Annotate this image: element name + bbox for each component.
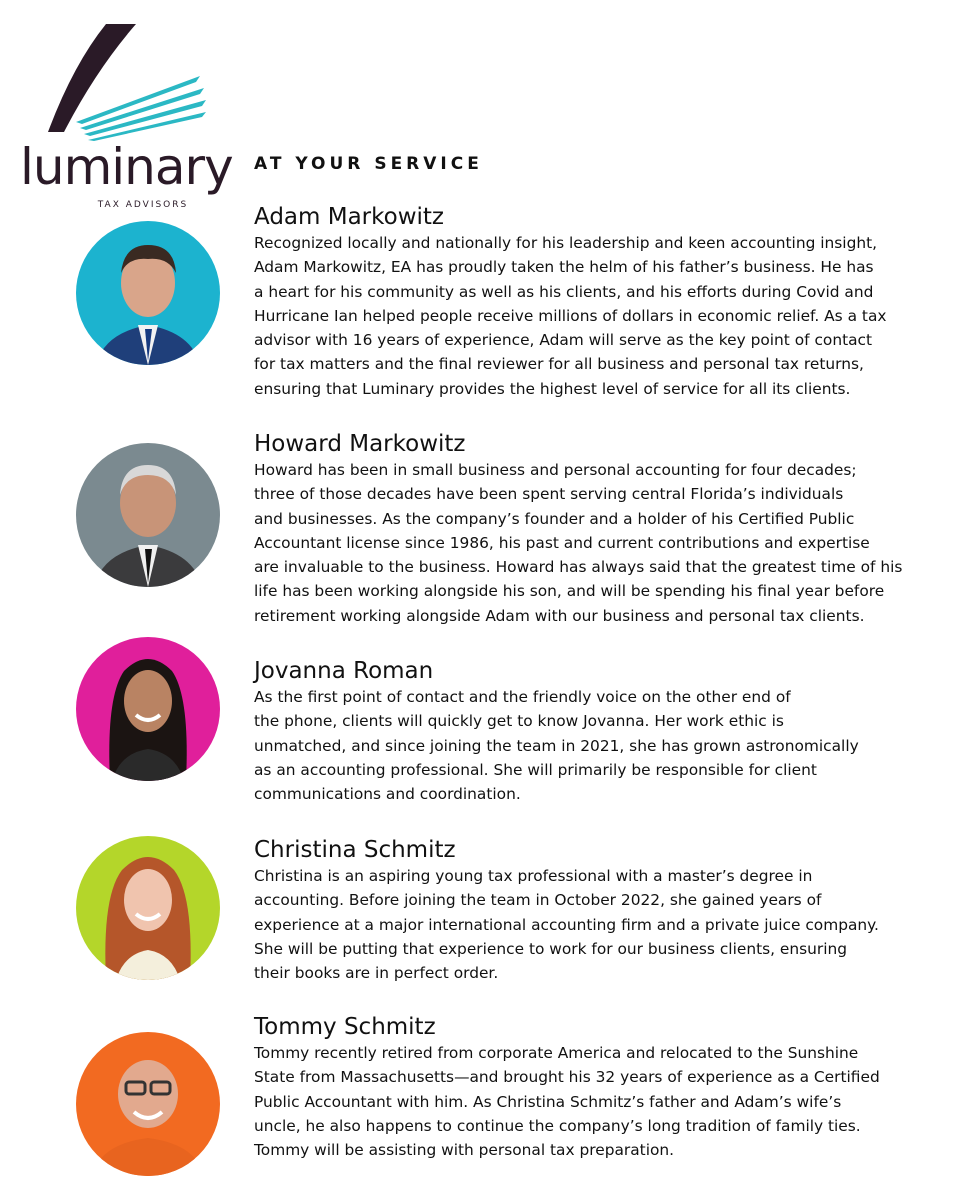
avatar <box>76 836 220 980</box>
bio-line: uncle, he also happens to continue the company’s long tradition of family ties. <box>254 1116 861 1135</box>
bio-line: accounting. Before joining the team in October 2022, she gained years of <box>254 891 822 910</box>
bio-line: State from Massachusetts—and brought his 32 years of experience as a Certified <box>254 1068 880 1087</box>
avatar <box>76 1032 220 1176</box>
bio-line: Recognized locally and nationally for his leadership and keen accounting insight, <box>254 234 878 252</box>
bio-line: She will be putting that experience to work for our business clients, ensuring <box>254 939 848 958</box>
bio-line: As the first point of contact and the friendly voice on the other end of <box>254 688 791 706</box>
bio-line: life has been working alongside his son, and will be spending his final year before <box>254 582 885 601</box>
bio-line: for tax matters and the final reviewer for all business and personal tax returns, <box>254 355 864 374</box>
brand-tagline: TAX ADVISORS <box>97 200 189 210</box>
bio-line: communications and coordination. <box>254 785 521 804</box>
person-bio <box>254 1041 934 1162</box>
person-name: Christina Schmitz <box>254 837 456 863</box>
bio-line: experience at a major international accounting firm and a private juice company. <box>254 915 879 934</box>
bio-line: as an accounting professional. She will primarily be responsible for client <box>254 760 817 779</box>
section-title: AT YOUR SERVICE <box>254 154 483 174</box>
bio-line: the phone, clients will quickly get to know Jovanna. Her work ethic is <box>254 712 784 731</box>
bio-line: advisor with 16 years of experience, Adam will serve as the key point of contact <box>254 331 873 350</box>
person-portrait-icon <box>76 1032 220 1176</box>
avatar <box>76 443 220 587</box>
bio-line: ensuring that Luminary provides the highest level of service for all its clients. <box>254 379 851 398</box>
person-name: Adam Markowitz <box>254 204 444 230</box>
person-portrait-icon <box>76 443 220 587</box>
person-portrait-icon <box>76 637 220 781</box>
bio-line: Public Accountant with him. As Christina Schmitz’s father and Adam’s wife’s <box>254 1092 842 1111</box>
person-name: Howard Markowitz <box>254 431 466 457</box>
bio-line: Tommy will be assisting with personal tax preparation. <box>254 1141 675 1160</box>
bio-line: retirement working alongside Adam with our business and personal tax clients. <box>254 606 865 625</box>
bio-line: a heart for his community as well as his clients, and his efforts during Covid and <box>254 282 874 301</box>
bio-line: their books are in perfect order. <box>254 964 499 983</box>
bio-line: and businesses. As the company’s founder and a holder of his Certified Public <box>254 509 855 528</box>
person-bio <box>254 458 934 628</box>
luminary-logo <box>18 20 233 210</box>
person-bio <box>254 685 934 806</box>
bio-line: are invaluable to the business. Howard has always said that the greatest time of his <box>254 558 903 577</box>
bio-line: Accountant license since 1986, his past and current contributions and expertise <box>254 533 870 552</box>
bio-line: Tommy recently retired from corporate America and relocated to the Sunshine <box>254 1044 859 1062</box>
person-portrait-icon <box>76 836 220 980</box>
person-bio <box>254 231 934 401</box>
bio-line: Hurricane Ian helped people receive millions of dollars in economic relief. As a tax <box>254 306 887 325</box>
avatar <box>76 637 220 781</box>
bio-line: unmatched, and since joining the team in 2021, she has grown astronomically <box>254 736 859 755</box>
bio-line: three of those decades have been spent serving central Florida’s individuals <box>254 485 844 504</box>
bio-line: Christina is an aspiring young tax professional with a master’s degree in <box>254 867 813 885</box>
person-portrait-icon <box>76 221 220 365</box>
person-name: Jovanna Roman <box>254 658 434 684</box>
avatar <box>76 221 220 365</box>
brand-name: luminary <box>20 138 233 196</box>
person-bio <box>254 864 934 985</box>
person-name: Tommy Schmitz <box>254 1014 436 1040</box>
bio-line: Howard has been in small business and personal accounting for four decades; <box>254 461 857 479</box>
wing-logo-icon <box>18 20 233 150</box>
bio-line: Adam Markowitz, EA has proudly taken the helm of his father’s business. He has <box>254 258 874 277</box>
